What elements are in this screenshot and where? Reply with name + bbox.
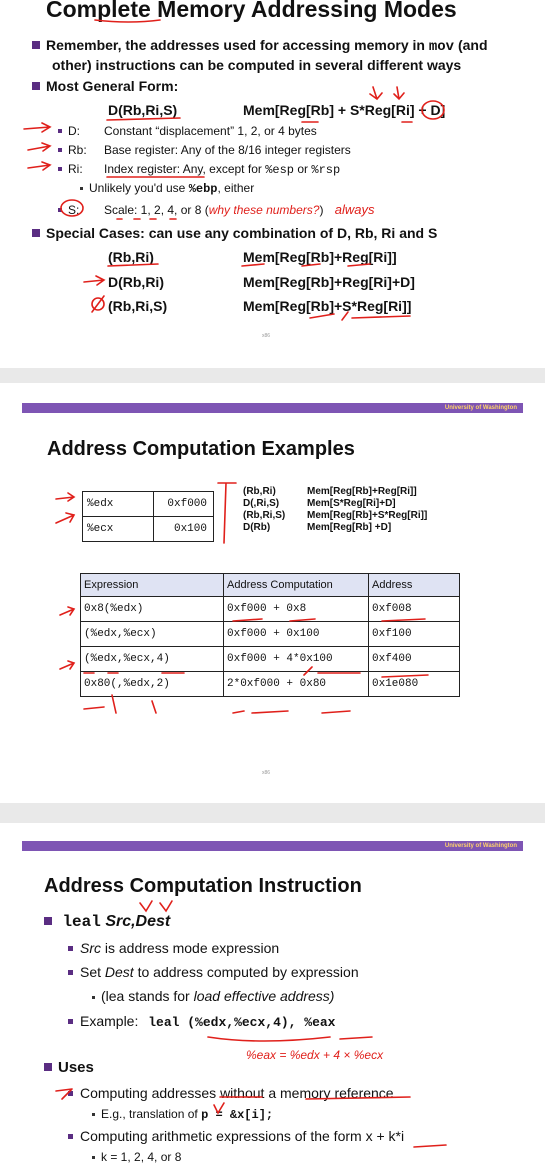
underline-stroke [242, 264, 370, 266]
underline-stroke [310, 314, 410, 318]
sub-example: Example: leal (%edx,%ecx,4), %eax [68, 1013, 335, 1030]
arrow-right-icon [84, 276, 104, 285]
circle-mark [61, 200, 83, 216]
underline-stroke [233, 619, 425, 621]
use-address-example: E.g., translation of p = &x[i]; [92, 1107, 273, 1122]
handwritten-note: %eax = %edx + 4 × %ecx [246, 1048, 384, 1062]
case-right: Mem[Reg[Rb]+Reg[Ri]+D] [243, 274, 415, 290]
handwritten-always: always [334, 202, 375, 217]
arrow-right-icon [56, 493, 74, 501]
bullet-leal: leal Src,Dest [44, 913, 170, 931]
underline-stroke [107, 118, 180, 120]
case-right: Mem[Reg[Rb]+Reg[Ri]] [243, 249, 397, 265]
tick-mark [140, 901, 172, 911]
banner-text: University of Washington [444, 405, 517, 411]
circle-mark [422, 101, 444, 119]
underline-stroke [220, 1097, 410, 1099]
underline-stroke [414, 1145, 446, 1147]
mode-semantics-list: Mem[Reg[Rb]+Reg[Ri]] Mem[S*Reg[Ri]+D] Mem[Reg[Rb]+S*Reg[Ri]] Mem[Reg[Rb] +D] [307, 486, 428, 533]
underline-stroke [208, 1037, 372, 1041]
sub-dest: Set Dest to address computed by expression [68, 964, 359, 980]
arrow-right-icon [24, 123, 50, 132]
def-rb: Rb: Base register: Any of the 8/16 integer registers [58, 143, 351, 157]
mode-reference-list: (Rb,Ri) D(,Ri,S) (Rb,Ri,S) D(Rb) [243, 486, 286, 533]
slide-memory-addressing-modes [0, 0, 545, 368]
def-ebp-note: Unlikely you'd use %ebp, either [80, 181, 254, 196]
bracket-mark [218, 483, 236, 543]
arrow-down-icon [370, 87, 382, 99]
slide-title: Address Computation Instruction [44, 875, 362, 897]
def-s: S: Scale: 1, 2, 4, or 8 (why these numbers?) always [58, 202, 375, 217]
register-row: %ecx 0x100 [83, 517, 213, 541]
case-left: D(Rb,Ri) [108, 274, 164, 290]
handwritten-annotations [0, 0, 545, 368]
arrow-right-icon [56, 513, 74, 523]
slide-footer: x86 [262, 333, 271, 339]
arrow-right-icon [60, 661, 74, 669]
def-ri: Ri: Index register: Any, except for %esp or %rsp [58, 162, 340, 177]
sub-lea-meaning: (lea stands for load effective address) [92, 988, 334, 1004]
table-row: (%edx,%ecx,4) 0xf000 + 4*0x100 0xf400 [81, 647, 460, 672]
general-form-semantics: Mem[Reg[Rb] + S*Reg[Ri] + D] [243, 102, 446, 118]
handwritten-annotations [0, 383, 545, 803]
bullet-remember: Remember, the addresses used for accessing memory in mov (and other) instructions can be computed in several different ways [32, 36, 502, 74]
slide-title: Address Computation Examples [47, 438, 355, 460]
slide-footer: x86 [262, 770, 271, 776]
use-address: Computing addresses without a memory reference [68, 1085, 394, 1101]
table-row: 0x80(,%edx,2) 2*0xf000 + 0x80 0x1e080 [81, 672, 460, 697]
case-left: (Rb,Ri) [108, 249, 154, 265]
case-right: Mem[Reg[Rb]+S*Reg[Ri]] [243, 298, 412, 314]
bullet-special-cases: Special Cases: can use any combination of D, Rb, Ri and S [32, 224, 437, 242]
use-arithmetic: Computing arithmetic expressions of the form x + k*i [68, 1128, 404, 1144]
arrow-right-icon [28, 162, 50, 170]
def-d: D: Constant “displacement” 1, 2, or 4 bytes [58, 124, 317, 138]
handwritten-annotations [0, 823, 545, 1166]
sub-src: Src is address mode expression [68, 940, 279, 956]
tick-mark [84, 695, 156, 713]
bullet-general-form: Most General Form: [32, 77, 178, 95]
underline-stroke [304, 667, 428, 677]
table-row: (%edx,%ecx) 0xf000 + 0x100 0xf100 [81, 622, 460, 647]
underline-stroke [95, 20, 160, 22]
use-arithmetic-values: k = 1, 2, 4, or 8 [92, 1150, 181, 1164]
slide-address-computation-instruction [0, 823, 545, 1166]
arrow-down-icon [394, 87, 404, 99]
banner-text: University of Washington [444, 843, 517, 849]
case-left: (Rb,Ri,S) [108, 298, 168, 314]
slide-address-computation-examples [0, 383, 545, 803]
underline-stroke [233, 711, 350, 713]
general-form-syntax: D(Rb,Ri,S) [108, 102, 178, 118]
bullet-uses: Uses [44, 1059, 94, 1076]
underline-stroke [108, 264, 158, 266]
arrow-right-icon [56, 1089, 72, 1099]
table-header-row: Expression Address Computation Address [81, 574, 460, 597]
arrow-right-icon [60, 607, 74, 615]
table-row: 0x8(%edx) 0xf000 + 0x8 0xf008 [81, 597, 460, 622]
tick-mark [214, 1103, 224, 1113]
register-row: %edx 0xf000 [83, 492, 213, 517]
slide-title: Complete Memory Addressing Modes [46, 0, 457, 22]
arrow-right-icon [28, 143, 50, 151]
tick-mark [342, 312, 348, 320]
